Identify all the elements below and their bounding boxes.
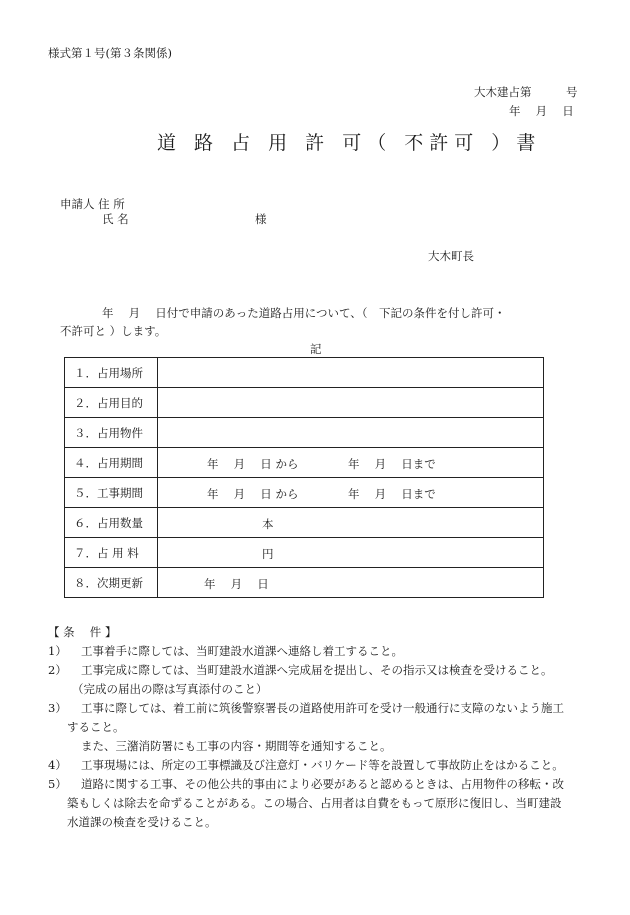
table-row xyxy=(65,508,544,538)
ki-heading: 記 xyxy=(310,342,322,356)
condition-text: 工事着手に際しては、当町建設水道課へ連絡し着工すること。 xyxy=(81,644,403,658)
table-row xyxy=(65,358,544,388)
condition-text: 工事現場には、所定の工事標識及び注意灯・バリケード等を設置して事故防止をはかること。 xyxy=(81,758,564,772)
construction-period-from: 年 月 日 から xyxy=(207,487,299,501)
reference-number: 大木建占第 号 xyxy=(474,85,578,99)
applicant-honorific: 様 xyxy=(255,212,267,226)
occupancy-period-from: 年 月 日 から xyxy=(207,457,299,471)
value-cell-fee[interactable] xyxy=(158,538,544,568)
table-row xyxy=(65,418,544,448)
value-cell-occupancy-period[interactable] xyxy=(158,448,544,478)
permit-details-table xyxy=(64,357,544,598)
value-cell-object[interactable] xyxy=(158,418,544,448)
condition-text: 工事に際しては、着工前に筑後警察署長の道路使用許可を受け一般通行に支障のないよう施工 xyxy=(81,701,564,715)
applicant-name-label: 氏 名 xyxy=(102,212,129,226)
row-label-occupancy-period: ４．占用期間 xyxy=(65,448,158,478)
quantity-unit: 本 xyxy=(262,517,274,531)
condition-number: 4） xyxy=(48,758,67,772)
value-cell-quantity[interactable] xyxy=(158,508,544,538)
fee-unit: 円 xyxy=(262,547,274,561)
condition-number: 5） xyxy=(48,777,67,791)
condition-number: 1） xyxy=(48,644,67,658)
condition-text: 水道課の検査を受けること。 xyxy=(67,815,217,829)
row-label-construction-period: ５．工事期間 xyxy=(65,478,158,508)
table-row xyxy=(65,478,544,508)
row-label-object: ３．占用物件 xyxy=(65,418,158,448)
condition-text: すること。 xyxy=(67,720,125,734)
condition-number: 2） xyxy=(48,663,67,677)
row-label-quantity: ６．占用数量 xyxy=(65,508,158,538)
occupancy-period-to: 年 月 日まで xyxy=(348,457,436,471)
table-row xyxy=(65,538,544,568)
construction-period-to: 年 月 日まで xyxy=(348,487,436,501)
document-title: 道 路 占 用 許 可（ 不許可 ）書 xyxy=(157,132,542,154)
value-cell-location[interactable] xyxy=(158,358,544,388)
condition-text: また、三潴消防署にも工事の内容・期間等を通知すること。 xyxy=(81,739,392,753)
form-number: 様式第１号(第３条関係) xyxy=(48,46,172,60)
conditions-heading: 【 条 件 】 xyxy=(48,625,117,639)
value-cell-construction-period[interactable] xyxy=(158,478,544,508)
row-label-location: １．占用場所 xyxy=(65,358,158,388)
renewal-date: 年 月 日 xyxy=(204,577,269,591)
value-cell-renewal[interactable] xyxy=(158,568,544,598)
body-text-line1: 年 月 日付で申請のあった道路占用について、（ 下記の条件を付し許可・ xyxy=(102,306,506,320)
row-label-fee: ７．占 用 料 xyxy=(65,538,158,568)
row-label-purpose: ２．占用目的 xyxy=(65,388,158,418)
value-cell-purpose[interactable] xyxy=(158,388,544,418)
applicant-address-label: 申請人 住 所 xyxy=(60,197,125,211)
body-text-line2: 不許可と ）します。 xyxy=(60,324,167,338)
table-row xyxy=(65,568,544,598)
condition-text: 築もしくは除去を命ずることがある。この場合、占用者は自費をもって原形に復旧し、当町建設 xyxy=(67,796,562,810)
issuer-name: 大木町長 xyxy=(428,249,474,263)
condition-text: 工事完成に際しては、当町建設水道課へ完成届を提出し、その指示又は検査を受けること。 xyxy=(81,663,553,677)
issue-date: 年 月 日 xyxy=(509,104,574,118)
condition-text: 道路に関する工事、その他公共的事由により必要があると認めるときは、占用物件の移転・改 xyxy=(81,777,564,791)
condition-number: 3） xyxy=(48,701,67,715)
condition-text: （完成の届出の際は写真添付のこと） xyxy=(72,682,268,696)
table-row xyxy=(65,448,544,478)
table-row xyxy=(65,388,544,418)
row-label-renewal: ８．次期更新 xyxy=(65,568,158,598)
